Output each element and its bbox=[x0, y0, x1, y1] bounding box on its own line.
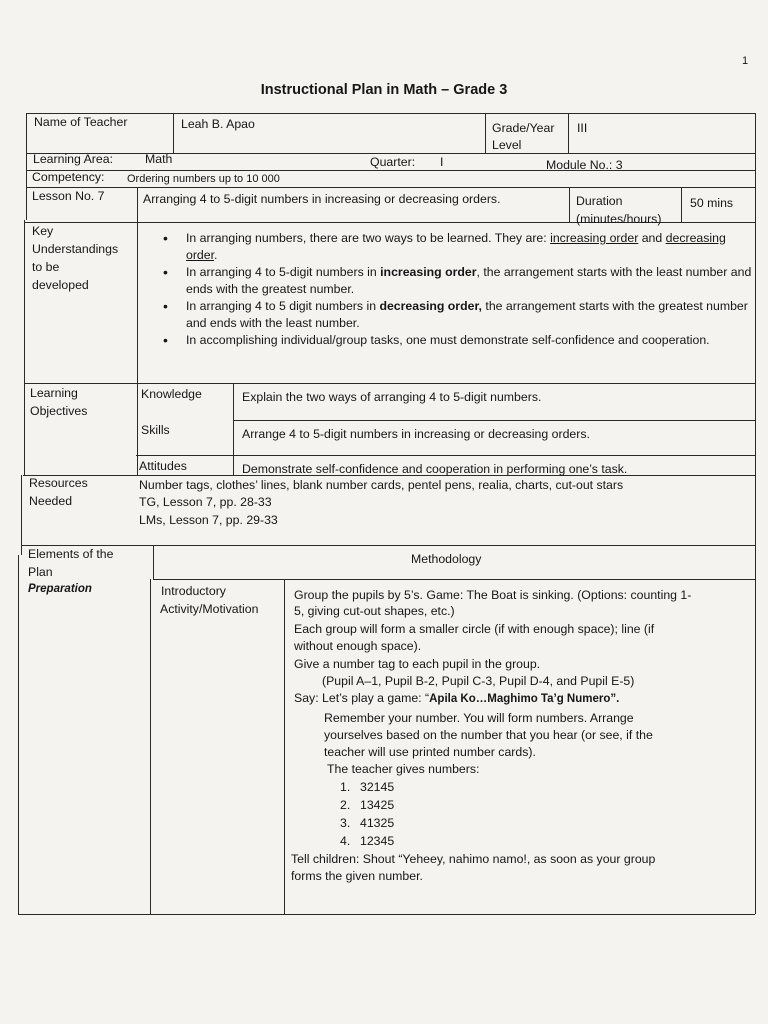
learning-area-value: Math bbox=[145, 152, 173, 166]
method-line-3: Each group will form a smaller circle (if with enough space); line (if bbox=[294, 622, 655, 636]
list-item: 1. 32145 bbox=[340, 780, 395, 794]
method-line-11: The teacher gives numbers: bbox=[327, 762, 480, 776]
teacher-name: Leah B. Apao bbox=[181, 117, 255, 131]
list-item: • In accomplishing individual/group tasks, one must demonstrate self-confidence and cooperation. bbox=[160, 332, 755, 349]
module-label: Module No.: 3 bbox=[546, 158, 623, 172]
grade-label-level: Level bbox=[492, 138, 522, 152]
method-line-7: Say: Let’s play a game: “Apila Ko…Maghimo Ta’g Numero”. bbox=[294, 691, 620, 705]
knowledge-value: Explain the two ways of arranging 4 to 5-digit numbers. bbox=[242, 390, 542, 404]
key-label-3: to be bbox=[32, 260, 60, 274]
skills-label: Skills bbox=[141, 423, 170, 437]
method-line-4: without enough space). bbox=[294, 639, 422, 653]
competency-label: Competency: bbox=[32, 170, 105, 184]
resources-line-3: LMs, Lesson 7, pp. 29-33 bbox=[139, 513, 278, 527]
elements-label-1: Elements of the bbox=[28, 547, 114, 561]
method-line-8: Remember your number. You will form numbers. Arrange bbox=[324, 711, 634, 725]
page-title: Instructional Plan in Math – Grade 3 bbox=[260, 82, 508, 98]
key-label-1: Key bbox=[32, 224, 54, 238]
number-list bbox=[340, 778, 394, 850]
objectives-label-1: Learning bbox=[30, 386, 78, 400]
list-item: • In arranging 4 to 5-digit numbers in increasing order, the arrangement starts with the least number and ends with the greatest number. bbox=[160, 264, 755, 298]
page-number: 1 bbox=[742, 55, 749, 67]
elements-label-2: Plan bbox=[28, 565, 53, 579]
list-item: 3. 41325 bbox=[340, 816, 395, 830]
list-item: • In arranging numbers, there are two ways to be learned. They are: increasing order and decreasing order. bbox=[160, 230, 755, 264]
activity-label-1: Introductory bbox=[161, 584, 226, 598]
method-line-13: forms the given number. bbox=[291, 869, 423, 883]
method-line-10: teacher will use printed number cards). bbox=[324, 745, 536, 759]
teacher-label: Name of Teacher bbox=[34, 115, 128, 129]
duration-unit-label: (minutes/hours) bbox=[576, 212, 662, 226]
resources-line-1: Number tags, clothes’ lines, blank number cards, pentel pens, realia, charts, cut-out stars bbox=[139, 478, 624, 492]
grade-label: Grade/Year bbox=[492, 121, 555, 135]
method-line-6: (Pupil A–1, Pupil B-2, Pupil C-3, Pupil D-4, and Pupil E-5) bbox=[322, 674, 635, 688]
grade-value: III bbox=[577, 121, 588, 135]
key-label-4: developed bbox=[32, 278, 89, 292]
key-label-2: Understandings bbox=[32, 242, 119, 256]
lesson-title: Arranging 4 to 5-digit numbers in increasing or decreasing orders. bbox=[143, 192, 501, 206]
lesson-label: Lesson No. 7 bbox=[32, 189, 105, 203]
attitudes-value: Demonstrate self-confidence and cooperation in performing one’s task. bbox=[242, 462, 628, 476]
list-item: 4. 12345 bbox=[340, 834, 395, 848]
duration-value: 50 mins bbox=[690, 196, 734, 210]
method-line-5: Give a number tag to each pupil in the group. bbox=[294, 657, 541, 671]
attitudes-label: Attitudes bbox=[139, 459, 187, 473]
key-understandings-list bbox=[160, 230, 755, 349]
objectives-label-2: Objectives bbox=[30, 404, 88, 418]
list-item: • In arranging 4 to 5 digit numbers in decreasing order, the arrangement starts with the greatest number and ends with the least number. bbox=[160, 298, 755, 332]
competency-value: Ordering numbers up to 10 000 bbox=[127, 173, 280, 185]
resources-line-2: TG, Lesson 7, pp. 28-33 bbox=[139, 495, 272, 509]
knowledge-label: Knowledge bbox=[141, 387, 202, 401]
method-line-9: yourselves based on the number that you hear (or see, if the bbox=[324, 728, 653, 742]
resources-label-1: Resources bbox=[29, 476, 88, 490]
quarter-label: Quarter: bbox=[370, 155, 416, 169]
skills-value: Arrange 4 to 5-digit numbers in increasing or decreasing orders. bbox=[242, 427, 590, 441]
activity-label-2: Activity/Motivation bbox=[160, 602, 259, 616]
resources-label-2: Needed bbox=[29, 494, 73, 508]
preparation-label: Preparation bbox=[28, 583, 92, 595]
method-line-12: Tell children: Shout “Yeheey, nahimo namo!, as soon as your group bbox=[291, 852, 656, 866]
duration-label: Duration bbox=[576, 194, 623, 208]
quarter-value: I bbox=[440, 155, 444, 169]
method-line-2: 5, giving cut-out shapes, etc.) bbox=[294, 604, 455, 618]
methodology-heading: Methodology bbox=[411, 552, 482, 566]
list-item: 2. 13425 bbox=[340, 798, 395, 812]
learning-area-label: Learning Area: bbox=[33, 152, 113, 166]
method-line-1: Group the pupils by 5’s. Game: The Boat is sinking. (Options: counting 1- bbox=[294, 588, 692, 602]
